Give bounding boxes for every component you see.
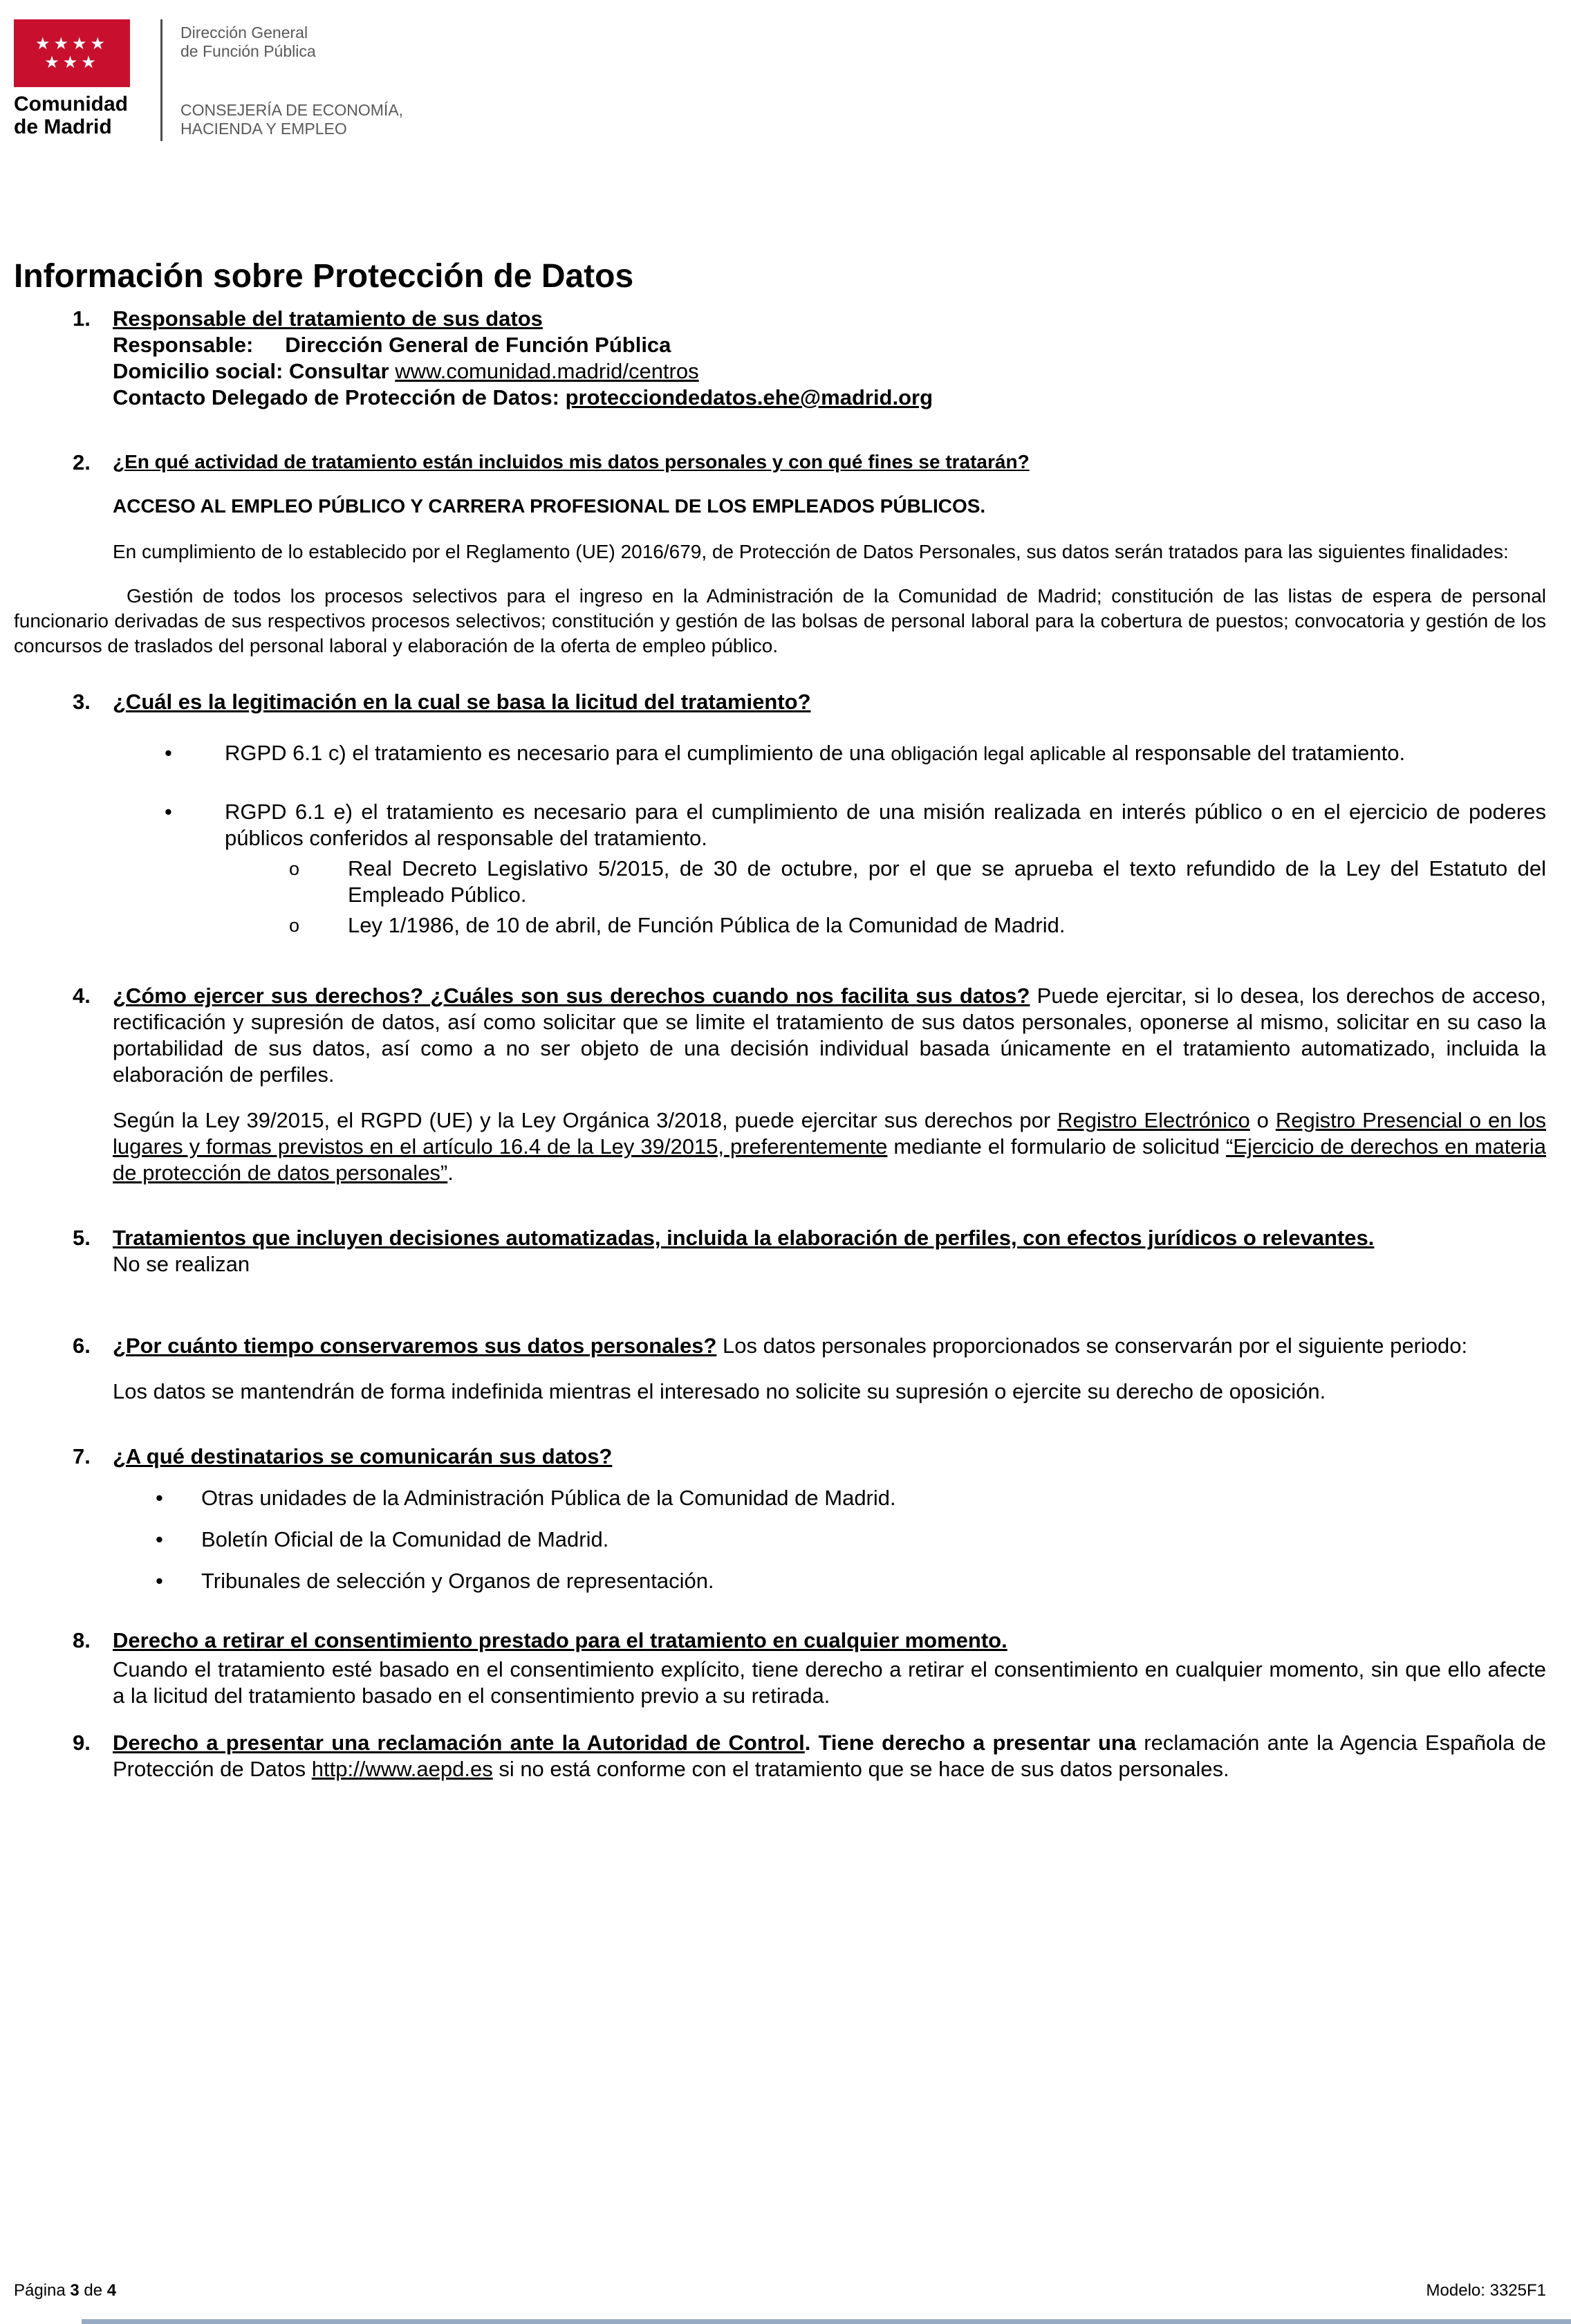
contacto-line: [113, 385, 1546, 411]
list-item: [113, 1527, 1546, 1553]
reclamacion-texto: [113, 1730, 1546, 1782]
section-number: 6.: [73, 1334, 91, 1358]
total-pages-number: 4: [106, 2281, 117, 2300]
section-body: [113, 1627, 1546, 1709]
conservacion-texto: Los datos se mantendrán de forma indefinida mientras el interesado no solicite su supresión o ejercite su derecho de oposición.: [113, 1379, 1326, 1403]
bullet-icon: •: [156, 1569, 163, 1593]
section-number: 4.: [73, 984, 91, 1008]
destinatario-texto: Otras unidades de la Administración Pública de la Comunidad de Madrid.: [201, 1486, 896, 1510]
derechos-registro: [113, 1107, 1546, 1186]
stars-row-top: ★★★★: [35, 35, 109, 53]
section-legitimacion: [14, 689, 1546, 939]
section-body: [113, 1225, 1546, 1278]
section-number: 1.: [73, 306, 91, 331]
retirar-consentimiento-texto: Cuando el tratamiento esté basado en el consentimiento explícito, tiene derecho a retirar el consentimiento en cualquier momento, sin que ello afecte a la licitud del tratamiento basado en el consentimiento previo a su retirada.: [113, 1657, 1546, 1708]
madrid-flag-icon: [14, 19, 130, 87]
text-segment: .: [447, 1161, 454, 1185]
responsable-value: Dirección General de Función Pública: [285, 333, 671, 357]
no-se-realizan-texto: No se realizan: [113, 1252, 250, 1276]
section-heading: [113, 306, 1546, 332]
responsable-label: Responsable:: [113, 333, 254, 357]
rgpd-61e-texto: RGPD 6.1 e) el tratamiento es necesario para el cumplimiento de una misión realizada en interés público o en el ejercicio de poderes públicos conferidos al responsable del tratamiento.: [225, 800, 1546, 850]
stars-row-bottom: ★★★: [44, 53, 100, 72]
bullet-icon: •: [156, 1486, 163, 1510]
heading-text: ¿Cómo ejercer sus derechos? ¿Cuáles son sus derechos cuando nos facilita sus datos?: [113, 984, 1030, 1008]
section-heading: [113, 450, 1546, 474]
section-actividad: [14, 450, 1546, 564]
section-heading: [113, 1225, 1546, 1251]
page-bottom-edge: [82, 2319, 1571, 2324]
ejercicio-derechos-link[interactable]: “Ejercicio de derechos en materia de protección de datos personales”: [113, 1134, 1547, 1185]
section-number: 5.: [73, 1226, 91, 1250]
bullet-icon: •: [165, 800, 172, 824]
section-responsable: [14, 306, 1546, 411]
text-segment: Página: [14, 2281, 71, 2300]
destinatario-texto: Tribunales de selección y Organos de representación.: [201, 1569, 714, 1593]
section-heading: [113, 689, 1546, 715]
heading-text: ¿Cuál es la legitimación en la cual se basa la licitud del tratamiento?: [113, 690, 811, 714]
centros-link[interactable]: www.comunidad.madrid/centros: [395, 359, 699, 383]
council-line2: HACIENDA Y EMPLEO: [180, 120, 347, 138]
heading-rest: . Tiene derecho a presentar una: [804, 1731, 1144, 1755]
derechos-intro: [113, 983, 1546, 1088]
section-retirar-consentimiento: [14, 1627, 1546, 1709]
heading-text: ¿En qué actividad de tratamiento están incluidos mis datos personales y con qué fines se tratarán?: [113, 451, 1030, 472]
section-derechos: [14, 983, 1546, 1186]
section-decisiones-automatizadas: [14, 1225, 1546, 1278]
section-heading: [113, 1444, 1546, 1470]
list-item: [113, 1568, 1546, 1594]
heading-text: Responsable del tratamiento de sus datos: [113, 306, 543, 331]
rgpd-61c-texto: [225, 740, 1546, 767]
section-number: 2.: [73, 450, 91, 474]
document-header: [14, 19, 1546, 141]
header-org-block: [162, 19, 403, 141]
section-body: [113, 983, 1546, 1186]
rd-legislativo-texto: Real Decreto Legislativo 5/2015, de 30 de octubre, por el que se aprueba el texto refundido de la Ley del Estatuto del Empleado Público.: [348, 856, 1546, 907]
page-title: Información sobre Protección de Datos: [14, 258, 634, 295]
text-segment: al responsable del tratamiento.: [1106, 741, 1406, 765]
sub-bullet-icon: o: [289, 915, 300, 936]
heading-text: Tratamientos que incluyen decisiones automatizadas, incluida la elaboración de perfiles, con efectos jurídicos o relevantes.: [113, 1226, 1375, 1250]
section-number: 3.: [73, 690, 91, 714]
document-footer: [14, 2281, 1546, 2300]
text-segment: si no está conforme con el tratamiento que se hace de sus datos personales.: [492, 1757, 1229, 1781]
responsable-line: [113, 332, 1546, 358]
registro-presencial-link[interactable]: Registro Presencial o en los lugares y formas previstos en el artículo 16.4 de la Ley 39/2015, preferentemente: [113, 1108, 1546, 1159]
department-line1: Dirección General: [180, 24, 308, 42]
actividad-nombre: ACCESO AL EMPLEO PÚBLICO Y CARRERA PROFESIONAL DE LOS EMPLEADOS PÚBLICOS.: [113, 495, 986, 517]
domicilio-line: [113, 358, 1546, 385]
sub-list-item: [113, 856, 1546, 908]
text-segment: Según la Ley 39/2015, el RGPD (UE) y la Ley Orgánica 3/2018, puede ejercitar sus derechos por: [113, 1108, 1058, 1132]
page-indicator: [14, 2281, 116, 2300]
section-body: [113, 1730, 1546, 1782]
aepd-link[interactable]: http://www.aepd.es: [311, 1757, 493, 1781]
sub-list-item: [113, 912, 1546, 939]
text-segment: o: [1249, 1108, 1276, 1132]
section-number: 8.: [73, 1628, 91, 1652]
council-name: [180, 101, 403, 138]
section-body: [113, 689, 1546, 939]
obligacion-legal-texto: obligación legal aplicable: [891, 743, 1106, 764]
text-segment: Los datos personales proporcionados se conservarán por el siguiente periodo:: [716, 1334, 1468, 1358]
region-name-line2: de Madrid: [14, 116, 112, 138]
finalidades-texto: Gestión de todos los procesos selectivos para el ingreso en la Administración de la Comunidad de Madrid; constitución de las listas de espera de personal funcionario derivadas de sus respectivos procesos selectivos; constitución y gestión de las bolsas de personal laboral para la cobertura de puestos; convocatoria y gestión de los concursos de traslados del personal laboral y elaboración de la oferta de empleo público.: [14, 585, 1546, 656]
section-body: [113, 1333, 1546, 1405]
section-body: [113, 306, 1546, 411]
list-item: [113, 799, 1546, 851]
region-name: [14, 93, 160, 138]
domicilio-label: Domicilio social: Consultar: [113, 359, 389, 383]
region-name-line1: Comunidad: [14, 93, 128, 116]
dpd-email-link[interactable]: protecciondedatos.ehe@madrid.org: [565, 385, 933, 409]
heading-text: Derecho a presentar una reclamación ante la Autoridad de Control: [113, 1731, 805, 1755]
department-line2: de Función Pública: [180, 42, 316, 60]
contacto-label: Contacto Delegado de Protección de Datos:: [113, 385, 559, 409]
text-segment: RGPD 6.1 c) el tratamiento es necesario para el cumplimiento de una: [225, 741, 891, 765]
cumplimiento-texto: En cumplimiento de lo establecido por el Reglamento (UE) 2016/679, de Protección de Datos Personales, sus datos serán tratados para las siguientes finalidades:: [113, 541, 1509, 562]
bullet-icon: •: [156, 1527, 163, 1551]
text-segment: de: [79, 2281, 107, 2300]
section-destinatarios: [14, 1444, 1546, 1594]
heading-text: ¿Por cuánto tiempo conservaremos sus datos personales?: [113, 1334, 717, 1358]
destinatario-texto: Boletín Oficial de la Comunidad de Madrid.: [201, 1527, 609, 1551]
comunidad-madrid-logo: [14, 19, 160, 141]
heading-text: Derecho a retirar el consentimiento prestado para el tratamiento en cualquier momento.: [113, 1628, 1007, 1652]
registro-electronico-link[interactable]: Registro Electrónico: [1057, 1108, 1250, 1132]
department-name: [180, 24, 403, 61]
text-segment: Puede ejercitar, si lo desea, los derechos de acceso, rectificación y supresión de datos, así como solicitar que se limite el tratamiento de sus datos personales, oponerse al mismo, solicitar en su caso la portabilidad de sus datos, así como a no ser objeto de una decisión individual basada únicamente en el tratamiento automatizado, incluida la elaboración de perfiles.: [113, 984, 1547, 1087]
section-conservacion: [14, 1333, 1546, 1405]
ley-1986-texto: Ley 1/1986, de 10 de abril, de Función Pública de la Comunidad de Madrid.: [348, 913, 1066, 937]
list-item: [113, 740, 1546, 767]
section-heading: [113, 1627, 1546, 1654]
council-line1: CONSEJERÍA DE ECONOMÍA,: [180, 101, 404, 119]
section-reclamacion: [14, 1730, 1546, 1782]
text-segment: mediante el formulario de solicitud: [887, 1134, 1226, 1159]
current-page-number: 3: [70, 2281, 80, 2300]
model-number: Modelo: 3325F1: [1426, 2281, 1546, 2300]
list-item: [113, 1485, 1546, 1511]
section-number: 9.: [73, 1731, 91, 1755]
section-number: 7.: [73, 1444, 91, 1468]
bullet-icon: •: [165, 741, 172, 765]
text-segment: reclamación ante la Agencia Española de Protección de Datos: [113, 1731, 1547, 1781]
heading-text: ¿A qué destinatarios se comunicarán sus datos?: [113, 1444, 613, 1468]
section-body: [113, 1444, 1546, 1594]
sub-bullet-icon: o: [289, 858, 300, 879]
conservacion-intro: [113, 1333, 1546, 1359]
section-body: [113, 450, 1546, 564]
